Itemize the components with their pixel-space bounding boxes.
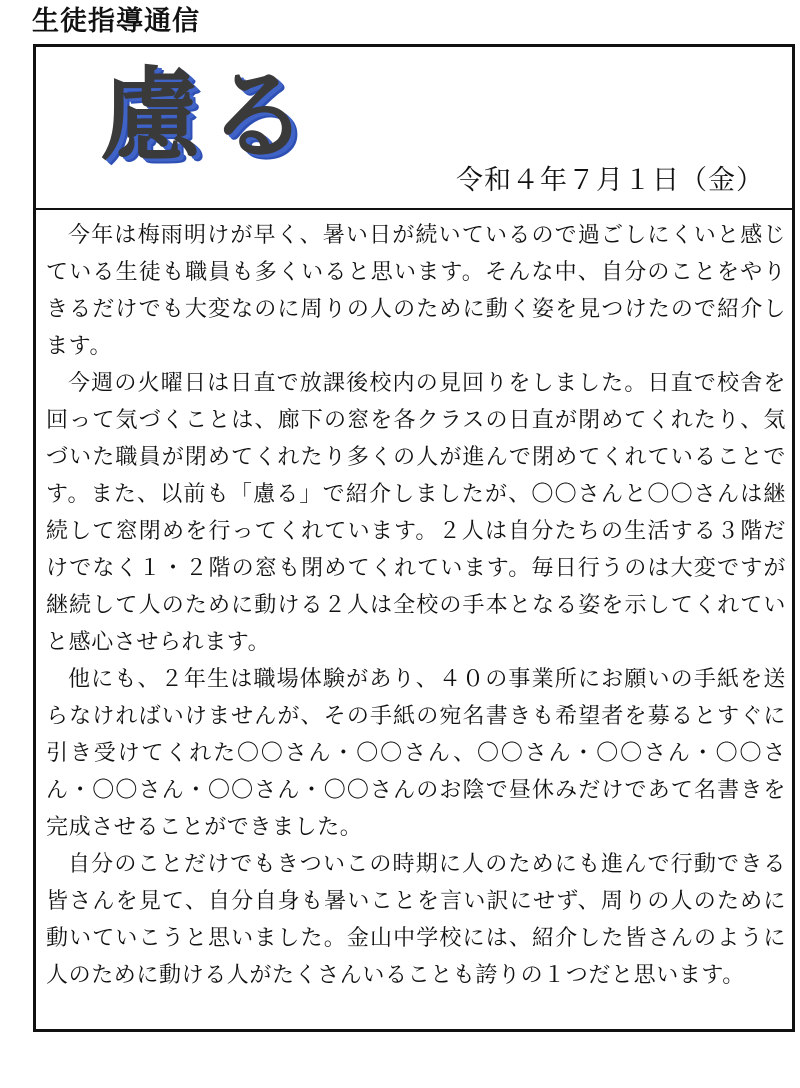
paragraph: 今週の火曜日は日直で放課後校内の見回りをしました。日直で校舎を回って気づくことは、廊下の窓を各クラスの日直が閉めてくれたり、気づいた職員が閉めてくれたり多くの人が進んで閉めてくれていることです。また、以前も「慮る」で紹介しましたが、〇〇さんと〇〇さんは継続して窓閉めを行ってくれています。２人は自分たちの生活する３階だけでなく１・２階の窓も閉めてくれています。毎日行うのは大変ですが継続して人のために動ける２人は全校の手本となる姿を示してくれていと感心させられます。: [46, 371, 786, 655]
newsletter-title: 慮る: [100, 56, 316, 174]
paragraph: 他にも、２年生は職場体験があり、４０の事業所にお願いの手紙を送らなければいけませんが、その手紙の宛名書きも希望者を募るとすぐに引き受けてくれた〇〇さん・〇〇さん、〇〇さん・〇〇さん・〇〇さん・〇〇さん・〇〇さん・〇〇さんのお陰で昼休みだけであて名書きを完成させることができました。: [46, 667, 786, 840]
newsletter-frame: [33, 44, 795, 1032]
newsletter-series-label: 生徒指導通信: [32, 6, 200, 37]
paragraph: 今年は梅雨明けが早く、暑い日が続いているので過ごしにくいと感じている生徒も職員も多くいると思います。そんな中、自分のことをやりきるだけでも大変なのに周りの人のために動く姿を見つけたので紹介します。: [46, 223, 786, 359]
paragraph: 自分のことだけでもきついこの時期に人のためにも進んで行動できる皆さんを見て、自分自身も暑いことを言い訳にせず、周りの人のために動いていこうと思いました。金山中学校には、紹介した皆さんのように人のために動ける人がたくさんいることも誇りの１つだと思います。: [46, 852, 786, 988]
article-body: [46, 217, 786, 994]
issue-date: 令和４年７月１日（金）: [456, 165, 764, 196]
newsletter-header: [36, 47, 792, 210]
